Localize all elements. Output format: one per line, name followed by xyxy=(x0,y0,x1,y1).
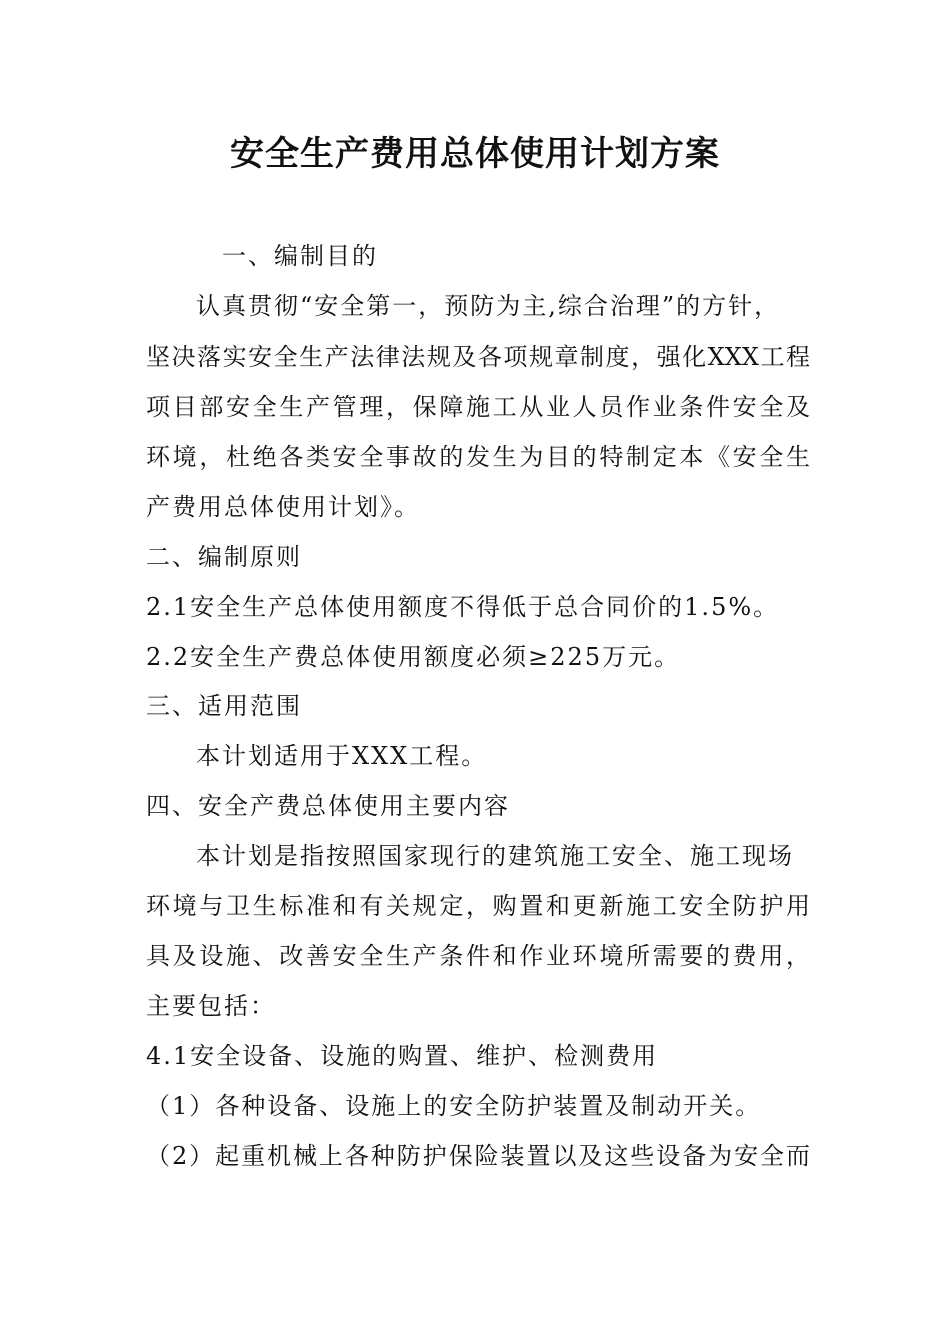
paragraph-line: 环境，杜绝各类安全事故的发生为目的特制定本《安全生 xyxy=(146,443,810,471)
paragraph-line: 坚决落实安全生产法律法规及各项规章制度，强化XXX工程 xyxy=(146,343,810,371)
section-heading-content: 四、安全产费总体使用主要内容 xyxy=(146,792,510,820)
paragraph-line: 本计划适用于XXX工程。 xyxy=(196,742,488,770)
paragraph-line: 认真贯彻“安全第一，预防为主,综合治理”的方针， xyxy=(196,292,781,320)
list-item: 2.2安全生产费总体使用额度必须≥225万元。 xyxy=(146,643,681,671)
paragraph-line: 环境与卫生标准和有关规定，购置和更新施工安全防护用 xyxy=(146,892,810,920)
section-heading-scope: 三、适用范围 xyxy=(146,692,302,720)
list-item: （2）起重机械上各种防护保险装置以及这些设备为安全而 xyxy=(146,1142,810,1170)
section-heading-principles: 二、编制原则 xyxy=(146,543,302,571)
paragraph-line: 项目部安全生产管理，保障施工从业人员作业条件安全及 xyxy=(146,393,810,421)
section-heading-purpose: 一、编制目的 xyxy=(222,242,378,270)
document-title: 安全生产费用总体使用计划方案 xyxy=(230,134,720,174)
paragraph-line: 具及设施、改善安全生产条件和作业环境所需要的费用， xyxy=(146,942,810,970)
list-item: 2.1安全生产总体使用额度不得低于总合同价的1.5%。 xyxy=(146,593,780,621)
paragraph-line: 产费用总体使用计划》。 xyxy=(146,493,420,521)
paragraph-line: 本计划是指按照国家现行的建筑施工安全、施工现场 xyxy=(196,842,794,870)
paragraph-line: 主要包括： xyxy=(146,992,276,1020)
list-item: （1）各种设备、设施上的安全防护装置及制动开关。 xyxy=(146,1092,762,1120)
subsection-heading: 4.1安全设备、设施的购置、维护、检测费用 xyxy=(146,1042,659,1070)
